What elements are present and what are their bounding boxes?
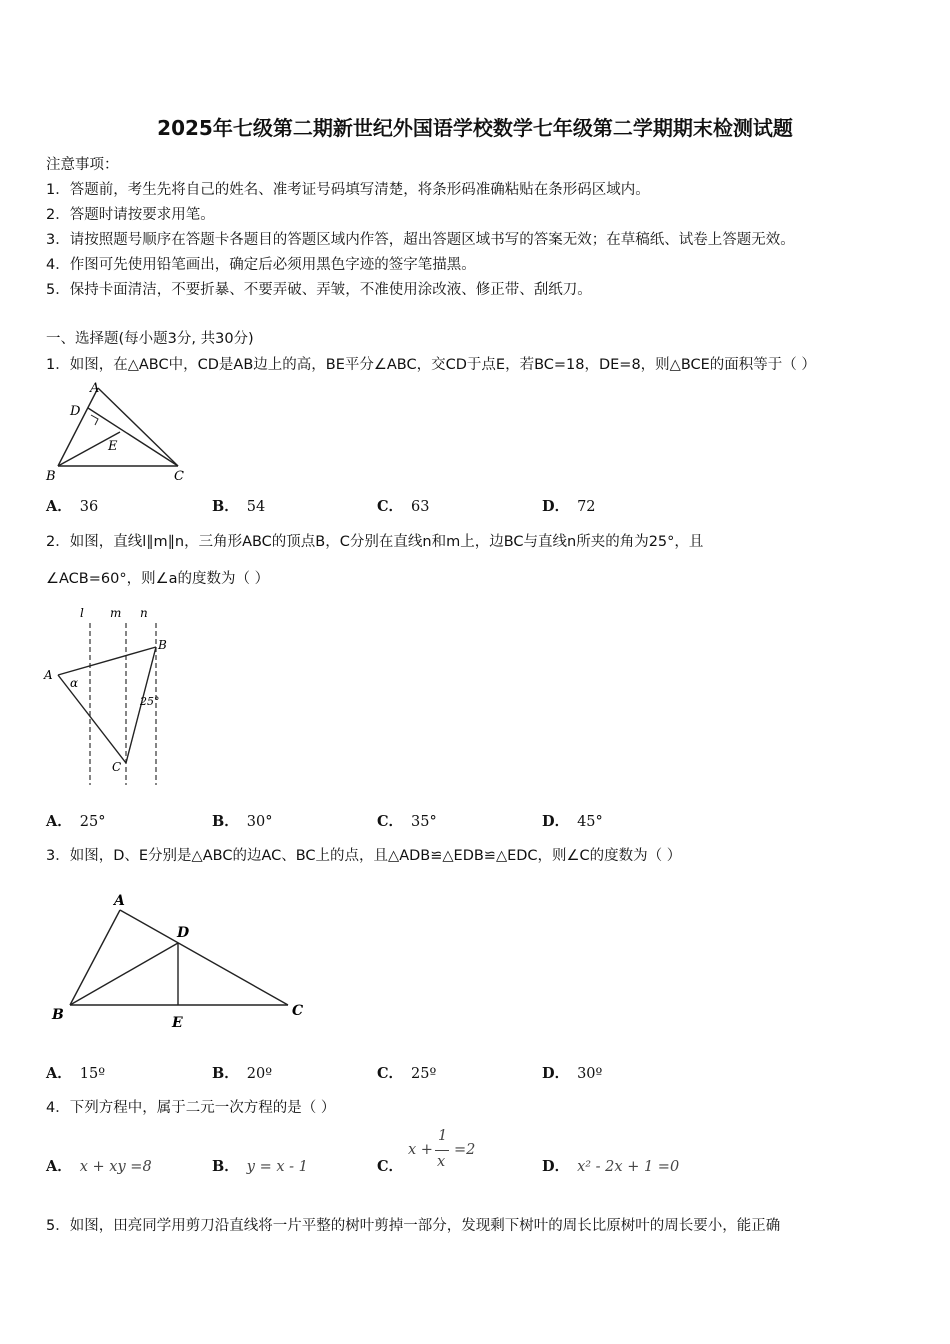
option-key: B．	[212, 1158, 239, 1175]
option-value: 15º	[79, 1066, 106, 1082]
question-3-text: 3．如图，D、E分别是△ABC的边AC、BC上的点，且△ADB≌△EDB≌△EDC，则∠C的度数为（ ）	[46, 848, 682, 864]
option-key: A．	[46, 1065, 72, 1082]
q4-option-a[interactable]	[46, 1155, 152, 1176]
option-value: 45°	[577, 814, 603, 830]
option-equation: x + xy =8	[79, 1159, 152, 1175]
notice-item: 1．答题前，考生先将自己的姓名、准考证号码填写清楚，将条形码准确粘贴在条形码区域内。	[46, 182, 650, 198]
notice-item: 2．答题时请按要求用笔。	[46, 207, 215, 223]
label-e: E	[108, 439, 118, 454]
option-key: C．	[377, 1158, 404, 1175]
label-n: n	[140, 606, 148, 620]
label-c: C	[174, 469, 184, 484]
option-equation: y = x - 1	[246, 1159, 308, 1175]
q3-option-c[interactable]	[377, 1062, 436, 1083]
label-c: C	[112, 760, 122, 774]
option-value: 30º	[577, 1066, 603, 1082]
option-key: D．	[542, 1065, 570, 1082]
label-c: C	[292, 1003, 304, 1019]
option-key: A．	[46, 1158, 72, 1175]
label-l: l	[80, 606, 84, 620]
label-b: B	[52, 1007, 64, 1023]
notice-item: 3．请按照题号顺序在答题卡各题目的答题区域内作答，超出答题区域书写的答案无效；在草稿纸、试卷上答题无效。	[46, 232, 795, 248]
q2-option-b[interactable]	[212, 810, 272, 831]
fraction-numerator: 1	[438, 1128, 448, 1144]
question-4-text: 4．下列方程中，属于二元一次方程的是（ ）	[46, 1100, 336, 1116]
q3-option-a[interactable]	[46, 1062, 105, 1083]
label-a: A	[114, 893, 125, 909]
question-2-line-1: 2．如图，直线l∥m∥n，三角形ABC的顶点B，C分别在直线n和m上，边BC与直线n所夹的角为25°，且	[46, 534, 704, 550]
fraction-suffix: =2	[454, 1142, 476, 1158]
fraction-bar	[435, 1150, 449, 1151]
question-1-figure	[40, 378, 200, 488]
label-25-degrees: 25°	[140, 695, 160, 708]
label-d: D	[177, 925, 190, 941]
option-key: C．	[377, 1065, 404, 1082]
option-equation: x² - 2x + 1 =0	[577, 1159, 680, 1175]
option-value: 36	[79, 499, 99, 515]
fraction-denominator: x	[437, 1154, 446, 1170]
option-value: 20º	[246, 1066, 273, 1082]
q3-option-d[interactable]	[542, 1062, 602, 1083]
option-key: C．	[377, 813, 404, 830]
option-value: 25º	[411, 1066, 437, 1082]
question-2-line-2: ∠ACB=60°，则∠a的度数为（ ）	[46, 571, 270, 587]
q4-option-d[interactable]	[542, 1155, 679, 1176]
label-e: E	[172, 1015, 183, 1031]
question-5-text: 5．如图，田亮同学用剪刀沿直线将一片平整的树叶剪掉一部分，发现剩下树叶的周长比原树叶的周长要小，能正确	[46, 1218, 781, 1234]
q1-option-b[interactable]	[212, 495, 265, 516]
q2-option-c[interactable]	[377, 810, 437, 831]
fraction-prefix: x +	[408, 1142, 433, 1158]
option-key: D．	[542, 813, 570, 830]
q2-option-a[interactable]	[46, 810, 105, 831]
q1-option-a[interactable]	[46, 495, 98, 516]
q1-option-c[interactable]	[377, 495, 430, 516]
option-key: A．	[46, 498, 72, 515]
label-d: D	[70, 404, 81, 419]
notice-heading: 注意事项：	[46, 157, 119, 173]
option-key: D．	[542, 498, 570, 515]
q4-option-b[interactable]	[212, 1155, 308, 1176]
question-1-text: 1．如图，在△ABC中，CD是AB边上的高，BE平分∠ABC，交CD于点E，若BC=18，DE=8，则△BCE的面积等于（ ）	[46, 357, 816, 373]
q4-option-c[interactable]	[377, 1155, 411, 1176]
section-heading: 一、选择题(每小题3分, 共30分)	[46, 331, 254, 347]
option-value: 54	[246, 499, 266, 515]
q1-option-d[interactable]	[542, 495, 596, 516]
option-key: B．	[212, 1065, 239, 1082]
option-value: 25°	[79, 814, 106, 830]
question-3-figure	[40, 885, 320, 1035]
notice-item: 4．作图可先使用铅笔画出，确定后必须用黑色字迹的签字笔描黑。	[46, 257, 476, 273]
q3-option-b[interactable]	[212, 1062, 272, 1083]
option-value: 35°	[411, 814, 437, 830]
label-b: B	[158, 638, 167, 652]
question-2-figure	[40, 605, 180, 790]
option-key: C．	[377, 498, 404, 515]
option-key: B．	[212, 498, 239, 515]
option-value: 72	[577, 499, 596, 515]
q2-option-d[interactable]	[542, 810, 603, 831]
option-key: A．	[46, 813, 72, 830]
option-value: 63	[411, 499, 430, 515]
option-value: 30°	[246, 814, 273, 830]
label-m: m	[110, 606, 122, 620]
label-a: A	[44, 668, 53, 682]
label-b: B	[46, 469, 56, 484]
label-alpha: α	[70, 676, 79, 690]
notice-item: 5．保持卡面清洁，不要折暴、不要弄破、弄皱，不准使用涂改液、修正带、刮纸刀。	[46, 282, 592, 298]
label-a: A	[90, 381, 100, 396]
page-title: 2025年七级第二期新世纪外国语学校数学七年级第二学期期末检测试题	[157, 116, 793, 140]
option-key: D．	[542, 1158, 570, 1175]
option-key: B．	[212, 813, 239, 830]
